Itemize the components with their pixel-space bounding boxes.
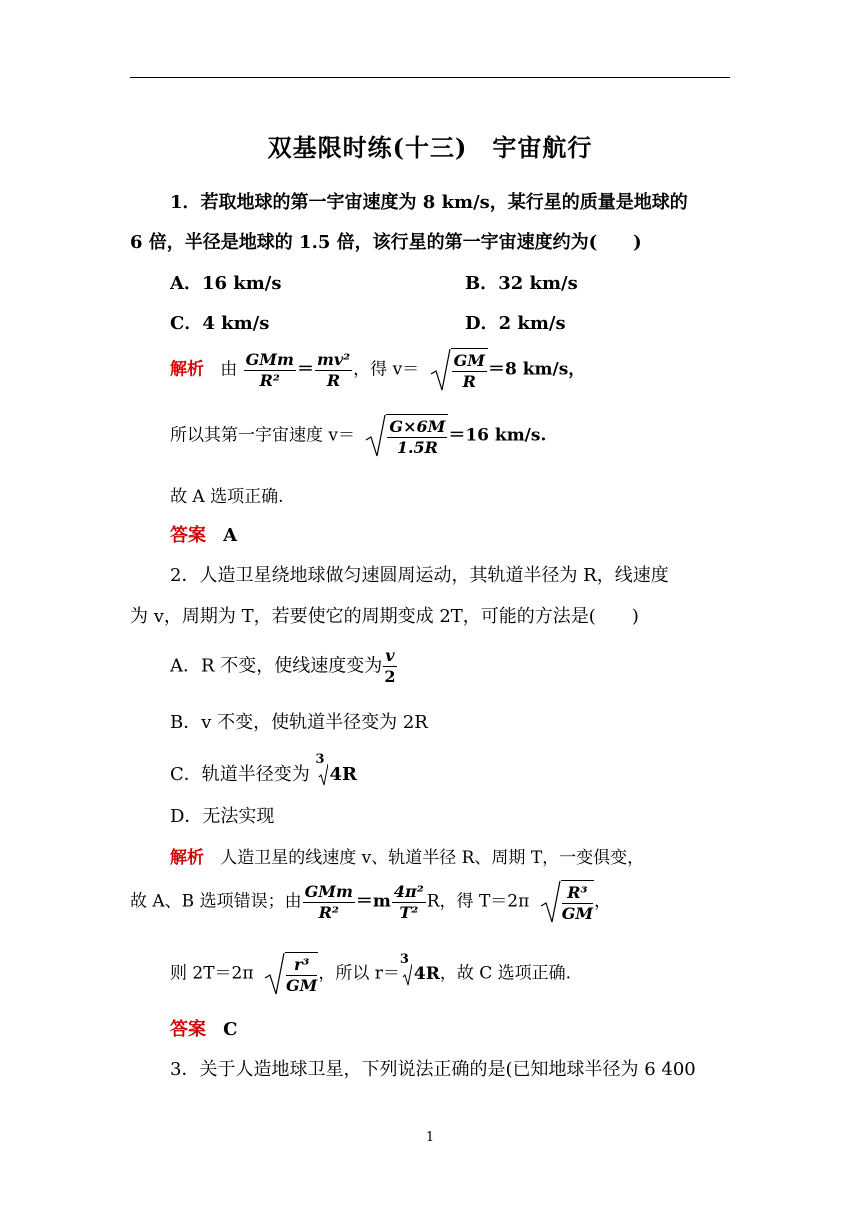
q2-solution-line2 [130,880,730,924]
q2-sol2-end: ， [594,891,612,912]
q1-solution-line2 [170,414,770,458]
q1-solution-line3: 故 A 选项正确. [170,487,284,507]
q1-answer-value: A [223,525,238,546]
q2-sol3-mid: ，所以 r＝ [318,963,400,984]
q2-sol3-cuberoot: 3 4R [399,951,440,984]
q2-sol3-pre: 则 2T＝2π [170,963,254,984]
q2-sol2-frac1: $\frac{\text{GMm}}{\text{R²}}$ [304,881,353,922]
q1-sol1-frac2: $\frac{\text{mv²}}{R}$ [316,349,351,390]
q2-sol2-frac2: $\frac{\text{4π²}}{\text{T²}}$ [393,881,424,922]
q1-option-c: C．4 km/s [170,313,270,334]
q2-sol2-pre: 故 A、B 选项错误；由 [130,891,302,912]
q1-sol1-pre: 由 [220,359,238,380]
q1-stem-line2: 6 倍，半径是地球的 1.5 倍，该行星的第一宇宙速度约为( ) [130,232,642,253]
q2-stem-line2: 为 v，周期为 T，若要使它的周期变成 2T，可能的方法是( ) [130,606,639,627]
q1-sol1-end: ＝8 km/s， [487,359,586,380]
q1-options-row2 [170,309,770,335]
header-rule [130,77,730,78]
q2-option-a-frac: $\frac{v}{2}$ [384,646,396,686]
q1-sol2-pre: 所以其第一宇宙速度 v＝ [170,425,356,446]
q2-option-d: D．无法实现 [170,806,275,827]
q1-solution-line1 [170,348,770,392]
q2-answer-label: 答案 [170,1019,206,1040]
q2-sol2-eq: ＝m [355,891,391,912]
q2-sol3-end: ，故 C 选项正确. [439,963,572,984]
q1-option-d: D．2 km/s [465,313,566,334]
q1-options-row1 [170,269,770,295]
q2-sol3-sqrt: $\frac{\text{r³}}{GM}$ [263,952,318,996]
q1-sol2-end: ＝16 km/s. [448,425,547,446]
q2-option-a [170,646,770,687]
page-title: 双基限时练(十三) 宇宙航行 [267,133,593,162]
sqrt-sign-icon [364,414,386,458]
q2-stem-line1: 2．人造卫星绕地球做匀速圆周运动，其轨道半径为 R，线速度 [170,565,669,586]
q2-option-b: B．v 不变，使轨道半径变为 2R [170,712,428,733]
q2-solution-line1 [170,843,770,868]
q2-sol2-mid: R，得 T＝2π [426,891,530,912]
q1-option-b: B．32 km/s [465,273,578,294]
q2-sol2-sqrt: $\frac{\text{R³}}{GM}$ [539,880,594,924]
sqrt-sign-icon [429,348,451,392]
q1-option-a: A．16 km/s [170,273,282,294]
q2-option-a-text: A．R 不变，使线速度变为 [170,655,383,677]
q1-sol1-eq: ＝ [296,359,314,380]
q2-solution-line3 [170,952,770,996]
q1-sol1-frac1: $\frac{\text{GMm}}{\text{R²}}$ [245,349,294,390]
sqrt-sign-icon [539,880,561,924]
q2-answer-value: C [223,1019,238,1040]
q1-solution-label: 解析 [170,359,204,380]
q1-sol1-mid: ，得 v＝ [353,359,420,380]
q1-stem-line1: 1．若取地球的第一宇宙速度为 8 km/s，某行星的质量是地球的 [170,192,688,213]
q1-sol1-sqrt: $\frac{GM}{R}$ [429,348,488,392]
sqrt-sign-icon [402,964,412,986]
page-number: 1 [425,1130,435,1145]
q1-answer-label: 答案 [170,525,206,546]
q1-sol2-sqrt: $\frac{G\times 6M}{1.5R}$ [364,414,448,458]
sqrt-sign-icon [263,952,285,996]
q2-answer [170,1015,770,1041]
q2-sol1-text: 人造卫星的线速度 v、轨道半径 R、周期 T，一变俱变， [220,848,645,868]
q2-option-c [170,752,770,786]
q2-option-c-text: C．轨道半径变为 [170,764,310,785]
q1-answer [170,521,770,547]
q3-stem-line1: 3．关于人造地球卫星，下列说法正确的是(已知地球半径为 6 400 [170,1059,696,1080]
q2-solution-label: 解析 [170,848,204,868]
q2-option-c-cuberoot: 3 4R [315,752,357,785]
sqrt-sign-icon [318,764,328,786]
